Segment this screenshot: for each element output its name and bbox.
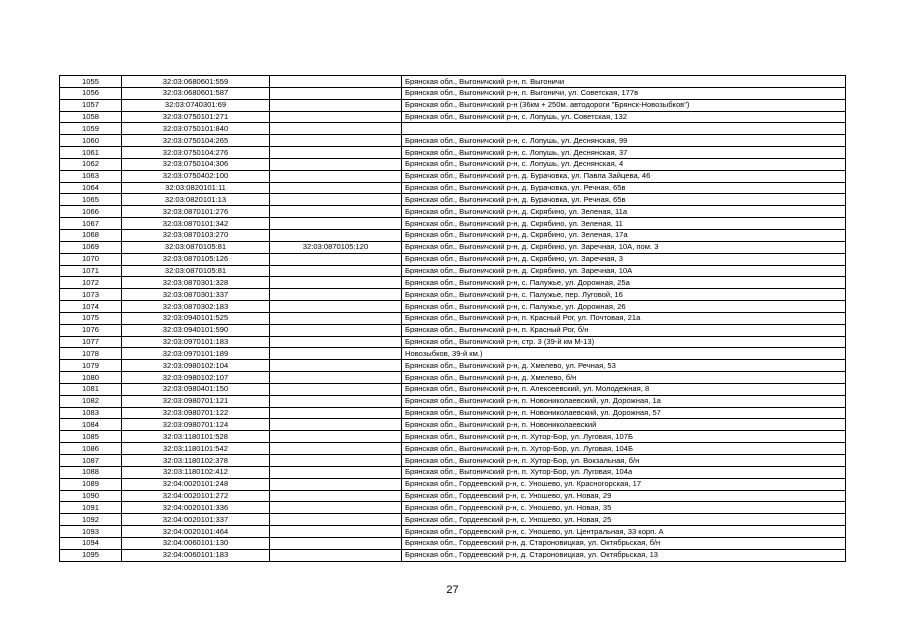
- previous-cadastral-number-cell: [270, 277, 402, 289]
- row-number-cell: 1073: [60, 289, 122, 301]
- address-cell: Брянская обл., Выгоничский р-н, п. Новониколаевский: [402, 419, 846, 431]
- row-number-cell: 1088: [60, 466, 122, 478]
- address-cell: [402, 123, 846, 135]
- table-row: [60, 455, 846, 467]
- table-row: [60, 360, 846, 372]
- previous-cadastral-number-cell: [270, 407, 402, 419]
- row-number-cell: 1074: [60, 301, 122, 313]
- table-row: [60, 265, 846, 277]
- previous-cadastral-number-cell: [270, 229, 402, 241]
- previous-cadastral-number-cell: [270, 537, 402, 549]
- cadastral-number-cell: 32:03:0980401:150: [122, 383, 270, 395]
- row-number-cell: 1063: [60, 170, 122, 182]
- previous-cadastral-number-cell: [270, 549, 402, 561]
- cadastral-number-cell: 32:04:0020101:336: [122, 502, 270, 514]
- cadastral-number-cell: 32:03:0870101:276: [122, 206, 270, 218]
- address-cell: Брянская обл., Выгоничский р-н, д. Скрябино, ул. Заречная, 10А: [402, 265, 846, 277]
- cadastral-number-cell: 32:03:0970101:189: [122, 348, 270, 360]
- address-cell: Брянская обл., Гордеевский р-н, с. Уношево, ул. Красногорская, 17: [402, 478, 846, 490]
- previous-cadastral-number-cell: [270, 372, 402, 384]
- address-cell: Брянская обл., Выгоничский р-н, п. Новониколаевский, ул. Дорожная, 57: [402, 407, 846, 419]
- row-number-cell: 1072: [60, 277, 122, 289]
- row-number-cell: 1091: [60, 502, 122, 514]
- address-cell: Брянская обл., Выгоничский р-н, д. Хмелево, б/н: [402, 372, 846, 384]
- previous-cadastral-number-cell: [270, 348, 402, 360]
- address-cell: Брянская обл., Выгоничский р-н, п. Хутор-Бор, ул. Луговая, 107Б: [402, 431, 846, 443]
- cadastral-number-cell: 32:03:0870105:126: [122, 253, 270, 265]
- address-cell: Новозыбков, 39-й км.): [402, 348, 846, 360]
- table-row: [60, 99, 846, 111]
- table-row: [60, 324, 846, 336]
- address-cell: Брянская обл., Гордеевский р-н, д. Староновицкая, ул. Октябрьская, б/н: [402, 537, 846, 549]
- previous-cadastral-number-cell: [270, 395, 402, 407]
- cadastral-number-cell: 32:03:0750101:840: [122, 123, 270, 135]
- row-number-cell: 1094: [60, 537, 122, 549]
- address-cell: Брянская обл., Выгоничский р-н, с. Лопушь, ул. Деснянская, 37: [402, 147, 846, 159]
- row-number-cell: 1069: [60, 241, 122, 253]
- table-row: [60, 135, 846, 147]
- cadastral-number-cell: 32:03:0940101:525: [122, 312, 270, 324]
- previous-cadastral-number-cell: [270, 111, 402, 123]
- address-cell: Брянская обл., Выгоничский р-н (36км + 250м. автодороги "Брянск-Новозыбков"): [402, 99, 846, 111]
- address-cell: Брянская обл., Гордеевский р-н, д. Староновицкая, ул. Октябрьская, 13: [402, 549, 846, 561]
- table-row: [60, 443, 846, 455]
- row-number-cell: 1081: [60, 383, 122, 395]
- table-row: [60, 194, 846, 206]
- previous-cadastral-number-cell: [270, 478, 402, 490]
- address-cell: Брянская обл., Выгоничский р-н, с. Палужье, ул. Дорожная, 26: [402, 301, 846, 313]
- table-row: [60, 549, 846, 561]
- row-number-cell: 1062: [60, 158, 122, 170]
- cadastral-number-cell: 32:03:0870105:81: [122, 265, 270, 277]
- row-number-cell: 1095: [60, 549, 122, 561]
- table-row: [60, 431, 846, 443]
- row-number-cell: 1087: [60, 455, 122, 467]
- register-table-body: [60, 76, 846, 562]
- table-row: [60, 147, 846, 159]
- previous-cadastral-number-cell: [270, 253, 402, 265]
- row-number-cell: 1056: [60, 87, 122, 99]
- row-number-cell: 1067: [60, 218, 122, 230]
- cadastral-number-cell: 32:03:0750104:276: [122, 147, 270, 159]
- cadastral-number-cell: 32:04:0060101:130: [122, 537, 270, 549]
- table-row: [60, 158, 846, 170]
- table-row: [60, 253, 846, 265]
- table-row: [60, 111, 846, 123]
- previous-cadastral-number-cell: [270, 502, 402, 514]
- cadastral-number-cell: 32:03:0740301:69: [122, 99, 270, 111]
- address-cell: Брянская обл., Выгоничский р-н, с. Лопушь, ул. Советская, 132: [402, 111, 846, 123]
- cadastral-number-cell: 32:03:0980701:122: [122, 407, 270, 419]
- cadastral-number-cell: 32:03:0940101:590: [122, 324, 270, 336]
- cadastral-number-cell: 32:03:0680601:587: [122, 87, 270, 99]
- cadastral-number-cell: 32:03:0750104:306: [122, 158, 270, 170]
- cadastral-number-cell: 32:03:0870103:270: [122, 229, 270, 241]
- cadastral-number-cell: 32:03:0750101:271: [122, 111, 270, 123]
- table-row: [60, 218, 846, 230]
- address-cell: Брянская обл., Выгоничский р-н, д. Бурачовка, ул. Павла Зайцева, 46: [402, 170, 846, 182]
- previous-cadastral-number-cell: [270, 383, 402, 395]
- previous-cadastral-number-cell: [270, 455, 402, 467]
- row-number-cell: 1065: [60, 194, 122, 206]
- cadastral-number-cell: 32:03:0980701:124: [122, 419, 270, 431]
- cadastral-number-cell: 32:03:1180101:542: [122, 443, 270, 455]
- table-row: [60, 301, 846, 313]
- cadastral-number-cell: 32:03:1180102:412: [122, 466, 270, 478]
- address-cell: Брянская обл., Выгоничский р-н, с. Палужье, пер. Луговой, 16: [402, 289, 846, 301]
- address-cell: Брянская обл., Выгоничский р-н, д. Скрябино, ул. Заречная, 10А, пом. 3: [402, 241, 846, 253]
- row-number-cell: 1086: [60, 443, 122, 455]
- table-row: [60, 170, 846, 182]
- address-cell: Брянская обл., Гордеевский р-н, с. Уношево, ул. Новая, 35: [402, 502, 846, 514]
- cadastral-number-cell: 32:04:0060101:183: [122, 549, 270, 561]
- cadastral-number-cell: 32:03:0820101:13: [122, 194, 270, 206]
- address-cell: Брянская обл., Выгоничский р-н, с. Палужье, ул. Дорожная, 25а: [402, 277, 846, 289]
- row-number-cell: 1090: [60, 490, 122, 502]
- previous-cadastral-number-cell: [270, 301, 402, 313]
- address-cell: Брянская обл., Выгоничский р-н, п. Выгоничи, ул. Советская, 177в: [402, 87, 846, 99]
- row-number-cell: 1068: [60, 229, 122, 241]
- address-cell: Брянская обл., Выгоничский р-н, д. Хмелево, ул. Речная, 53: [402, 360, 846, 372]
- cadastral-number-cell: 32:03:1180101:528: [122, 431, 270, 443]
- address-cell: Брянская обл., Выгоничский р-н, п. Хутор-Бор, ул. Луговая, 104Б: [402, 443, 846, 455]
- row-number-cell: 1070: [60, 253, 122, 265]
- previous-cadastral-number-cell: [270, 490, 402, 502]
- table-row: [60, 526, 846, 538]
- row-number-cell: 1080: [60, 372, 122, 384]
- page-number: 27: [446, 584, 459, 596]
- table-row: [60, 537, 846, 549]
- table-row: [60, 502, 846, 514]
- cadastral-number-cell: 32:04:0020101:464: [122, 526, 270, 538]
- cadastral-number-cell: 32:03:0870101:342: [122, 218, 270, 230]
- cadastral-number-cell: 32:04:0020101:248: [122, 478, 270, 490]
- row-number-cell: 1055: [60, 76, 122, 88]
- previous-cadastral-number-cell: [270, 466, 402, 478]
- row-number-cell: 1078: [60, 348, 122, 360]
- table-row: [60, 277, 846, 289]
- address-cell: Брянская обл., Выгоничский р-н, с. Лопушь, ул. Деснянская, 4: [402, 158, 846, 170]
- address-cell: Брянская обл., Выгоничский р-н, д. Скрябино, ул. Заречная, 3: [402, 253, 846, 265]
- table-row: [60, 407, 846, 419]
- previous-cadastral-number-cell: [270, 99, 402, 111]
- table-row: [60, 419, 846, 431]
- cadastral-number-cell: 32:04:0020101:272: [122, 490, 270, 502]
- row-number-cell: 1089: [60, 478, 122, 490]
- row-number-cell: 1079: [60, 360, 122, 372]
- address-cell: Брянская обл., Выгоничский р-н, п. Новониколаевский, ул. Дорожная, 1а: [402, 395, 846, 407]
- previous-cadastral-number-cell: 32:03:0870105:120: [270, 241, 402, 253]
- row-number-cell: 1066: [60, 206, 122, 218]
- address-cell: Брянская обл., Выгоничский р-н, п. Хутор-Бор, ул. Луговая, 104а: [402, 466, 846, 478]
- table-row: [60, 348, 846, 360]
- address-cell: Брянская обл., Выгоничский р-н, с. Лопушь, ул. Деснянская, 99: [402, 135, 846, 147]
- table-row: [60, 478, 846, 490]
- table-row: [60, 241, 846, 253]
- previous-cadastral-number-cell: [270, 289, 402, 301]
- previous-cadastral-number-cell: [270, 265, 402, 277]
- address-cell: Брянская обл., Выгоничский р-н, д. Скрябино, ул. Зеленая, 11а: [402, 206, 846, 218]
- table-row: [60, 312, 846, 324]
- row-number-cell: 1077: [60, 336, 122, 348]
- previous-cadastral-number-cell: [270, 360, 402, 372]
- cadastral-number-cell: 32:03:0750104:265: [122, 135, 270, 147]
- address-cell: Брянская обл., Выгоничский р-н, д. Скрябино, ул. Зеленая, 17а: [402, 229, 846, 241]
- cadastral-number-cell: 32:03:0870301:337: [122, 289, 270, 301]
- previous-cadastral-number-cell: [270, 87, 402, 99]
- table-row: [60, 372, 846, 384]
- previous-cadastral-number-cell: [270, 158, 402, 170]
- previous-cadastral-number-cell: [270, 147, 402, 159]
- cadastral-number-cell: 32:03:0870302:183: [122, 301, 270, 313]
- cadastral-number-cell: 32:03:0980102:104: [122, 360, 270, 372]
- previous-cadastral-number-cell: [270, 76, 402, 88]
- row-number-cell: 1059: [60, 123, 122, 135]
- address-cell: Брянская обл., Гордеевский р-н, с. Уношево, ул. Центральная, 33 корп. А: [402, 526, 846, 538]
- row-number-cell: 1061: [60, 147, 122, 159]
- previous-cadastral-number-cell: [270, 218, 402, 230]
- row-number-cell: 1083: [60, 407, 122, 419]
- table-row: [60, 229, 846, 241]
- row-number-cell: 1057: [60, 99, 122, 111]
- table-row: [60, 76, 846, 88]
- row-number-cell: 1092: [60, 514, 122, 526]
- cadastral-number-cell: 32:04:0020101:337: [122, 514, 270, 526]
- table-row: [60, 395, 846, 407]
- table-row: [60, 123, 846, 135]
- address-cell: Брянская обл., Выгоничский р-н, п. Красный Рог, ул. Почтовая, 21а: [402, 312, 846, 324]
- cadastral-number-cell: 32:03:0980102:107: [122, 372, 270, 384]
- row-number-cell: 1082: [60, 395, 122, 407]
- cadastral-number-cell: 32:03:0680601:559: [122, 76, 270, 88]
- table-row: [60, 87, 846, 99]
- previous-cadastral-number-cell: [270, 170, 402, 182]
- table-row: [60, 490, 846, 502]
- address-cell: Брянская обл., Гордеевский р-н, с. Уношево, ул. Новая, 29: [402, 490, 846, 502]
- row-number-cell: 1085: [60, 431, 122, 443]
- row-number-cell: 1075: [60, 312, 122, 324]
- address-cell: Брянская обл., Выгоничский р-н, п. Выгоничи: [402, 76, 846, 88]
- table-row: [60, 466, 846, 478]
- cadastral-number-cell: 32:03:0980701:121: [122, 395, 270, 407]
- previous-cadastral-number-cell: [270, 419, 402, 431]
- address-cell: Брянская обл., Выгоничский р-н, стр. 3 (39-й км М-13): [402, 336, 846, 348]
- address-cell: Брянская обл., Выгоничский р-н, п. Красный Рог, б/н: [402, 324, 846, 336]
- table-row: [60, 514, 846, 526]
- previous-cadastral-number-cell: [270, 443, 402, 455]
- previous-cadastral-number-cell: [270, 182, 402, 194]
- cadastral-number-cell: 32:03:0820101:11: [122, 182, 270, 194]
- row-number-cell: 1071: [60, 265, 122, 277]
- previous-cadastral-number-cell: [270, 312, 402, 324]
- table-row: [60, 336, 846, 348]
- table-row: [60, 289, 846, 301]
- row-number-cell: 1060: [60, 135, 122, 147]
- previous-cadastral-number-cell: [270, 526, 402, 538]
- address-cell: Брянская обл., Гордеевский р-н, с. Уношево, ул. Новая, 25: [402, 514, 846, 526]
- cadastral-number-cell: 32:03:0750402:100: [122, 170, 270, 182]
- previous-cadastral-number-cell: [270, 194, 402, 206]
- previous-cadastral-number-cell: [270, 135, 402, 147]
- previous-cadastral-number-cell: [270, 514, 402, 526]
- row-number-cell: 1093: [60, 526, 122, 538]
- row-number-cell: 1076: [60, 324, 122, 336]
- previous-cadastral-number-cell: [270, 431, 402, 443]
- address-cell: Брянская обл., Выгоничский р-н, д. Бурачовка, ул. Речная, 65в: [402, 182, 846, 194]
- address-cell: Брянская обл., Выгоничский р-н, п. Алексеевский, ул. Молодежная, 8: [402, 383, 846, 395]
- cadastral-number-cell: 32:03:1180102:378: [122, 455, 270, 467]
- table-row: [60, 383, 846, 395]
- cadastral-number-cell: 32:03:0870301:328: [122, 277, 270, 289]
- cadastral-number-cell: 32:03:0970101:183: [122, 336, 270, 348]
- previous-cadastral-number-cell: [270, 324, 402, 336]
- address-cell: Брянская обл., Выгоничский р-н, д. Бурачовка, ул. Речная, 65в: [402, 194, 846, 206]
- previous-cadastral-number-cell: [270, 336, 402, 348]
- address-cell: Брянская обл., Выгоничский р-н, п. Хутор-Бор, ул. Вокзальная, б/н: [402, 455, 846, 467]
- property-register-table: [59, 75, 846, 562]
- row-number-cell: 1064: [60, 182, 122, 194]
- previous-cadastral-number-cell: [270, 123, 402, 135]
- cadastral-number-cell: 32:03:0870105:81: [122, 241, 270, 253]
- table-row: [60, 182, 846, 194]
- address-cell: Брянская обл., Выгоничский р-н, д. Скрябино, ул. Зеленая, 11: [402, 218, 846, 230]
- row-number-cell: 1058: [60, 111, 122, 123]
- row-number-cell: 1084: [60, 419, 122, 431]
- table-row: [60, 206, 846, 218]
- previous-cadastral-number-cell: [270, 206, 402, 218]
